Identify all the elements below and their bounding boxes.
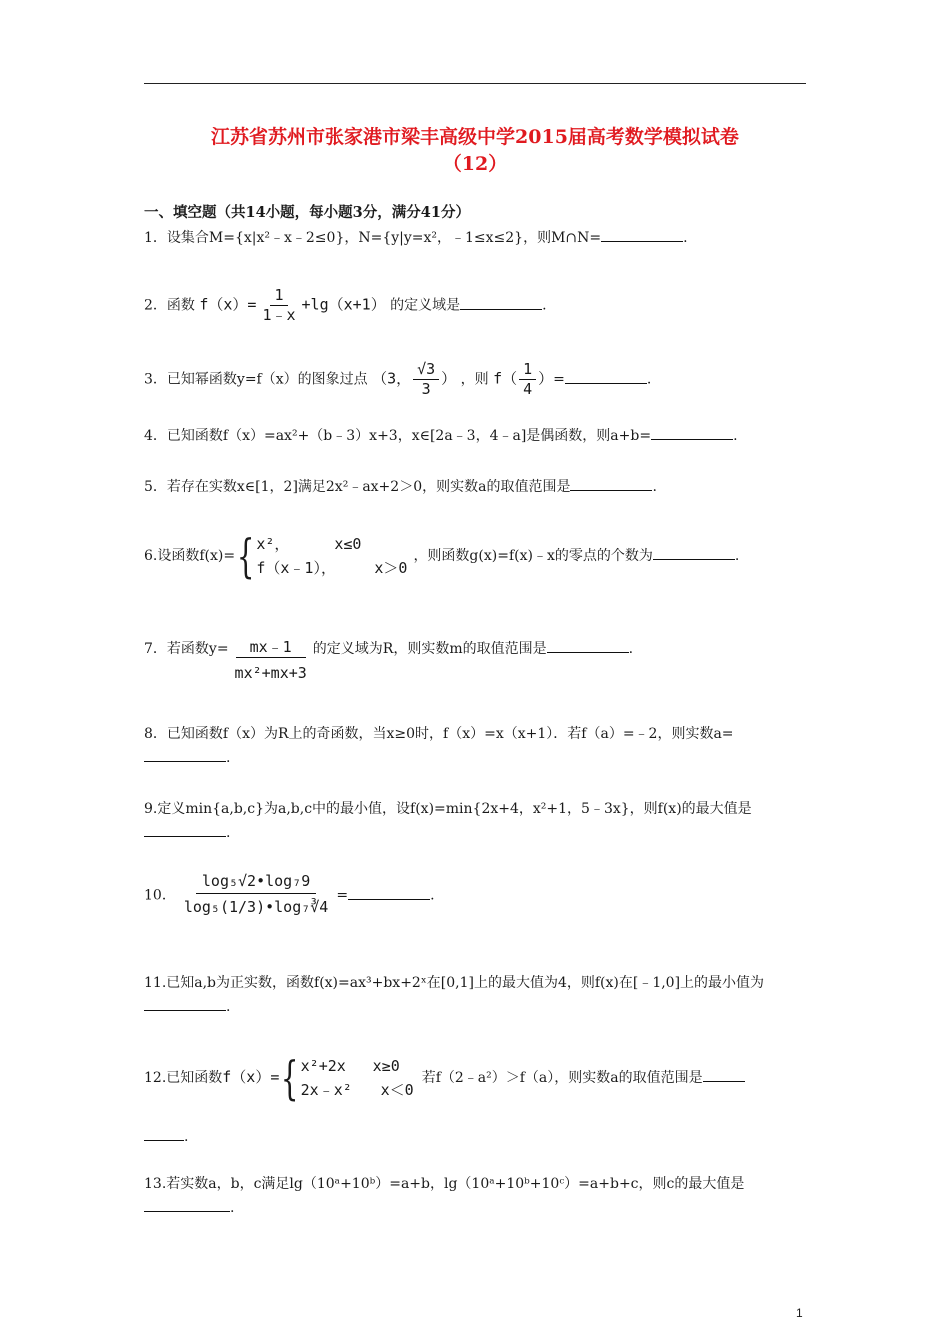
period: . bbox=[230, 1200, 235, 1216]
answer-blank bbox=[218, 1197, 230, 1212]
answer-blank bbox=[570, 476, 652, 491]
question-1-text: 1．设集合M={x|x²﹣x﹣2≤0}，N={y|y=x²，﹣1≤x≤2}，则M∩N= bbox=[144, 230, 602, 246]
question-12-continuation bbox=[144, 1126, 188, 1147]
brace-icon: { bbox=[281, 1051, 299, 1105]
question-9 bbox=[144, 797, 808, 845]
answer-blank bbox=[144, 1126, 184, 1141]
case-condition: x＜0 bbox=[380, 1081, 414, 1099]
case-expression: x²， bbox=[256, 535, 290, 553]
question-4 bbox=[144, 425, 738, 446]
paren-close: ） bbox=[538, 369, 554, 388]
question-5-text: 5．若存在实数x∈[1，2]满足2x²﹣ax+2＞0，则实数a的取值范围是 bbox=[144, 479, 571, 495]
answer-blank bbox=[653, 545, 735, 560]
fraction bbox=[178, 870, 335, 921]
period: . bbox=[226, 750, 231, 766]
question-11-text: 11.已知a,b为正实数，函数f(x)=ax³+bx+2ˣ在[0,1]上的最大值为4，则f(x)在[﹣1,0]上的最小值为 bbox=[144, 975, 765, 991]
question-7-prefix: 7．若函数y= bbox=[144, 641, 229, 657]
fraction-numerator: mx﹣1 bbox=[236, 638, 306, 658]
question-2-prefix: 2．函数 bbox=[144, 297, 195, 314]
answer-blank bbox=[144, 996, 226, 1011]
question-3-prefix: 3．已知幂函数y=f（x）的图象过点 bbox=[144, 371, 368, 388]
question-1 bbox=[144, 227, 688, 248]
period: . bbox=[652, 479, 657, 495]
answer-blank bbox=[703, 1067, 745, 1082]
period: . bbox=[430, 887, 435, 904]
piecewise-cases bbox=[301, 1054, 414, 1102]
answer-blank bbox=[144, 822, 226, 837]
answer-blank bbox=[144, 1197, 218, 1212]
question-8 bbox=[144, 722, 808, 770]
case-expression: x²+2x bbox=[300, 1057, 346, 1075]
point-open: （3， bbox=[372, 369, 412, 388]
period: . bbox=[628, 641, 634, 657]
fraction-numerator: 1 bbox=[519, 360, 536, 380]
period: . bbox=[733, 428, 738, 444]
case-condition: x≤0 bbox=[334, 535, 362, 553]
question-10 bbox=[144, 870, 435, 921]
piecewise-cases bbox=[256, 532, 407, 580]
answer-blank bbox=[651, 425, 733, 440]
answer-blank bbox=[601, 227, 683, 242]
question-12-suffix: 若f（2﹣a²）＞f（a），则实数a的取值范围是 bbox=[421, 1070, 703, 1086]
question-7 bbox=[144, 638, 633, 683]
case-expression: 2x﹣x² bbox=[300, 1081, 352, 1099]
question-6-suffix: ，则函数g(x)=f(x)﹣x的零点的个数为 bbox=[413, 548, 653, 564]
answer-blank bbox=[547, 638, 629, 653]
case-condition: x＞0 bbox=[374, 559, 408, 577]
header-rule bbox=[144, 83, 806, 84]
equals-sign: = bbox=[553, 371, 565, 388]
fraction-denominator: 1﹣x bbox=[262, 306, 296, 324]
case-expression: f（x﹣1）， bbox=[256, 559, 336, 577]
question-12 bbox=[144, 1051, 745, 1105]
period: . bbox=[646, 371, 652, 388]
fraction-numerator: 1 bbox=[270, 286, 287, 306]
fraction-denominator: 3 bbox=[421, 380, 431, 398]
period: . bbox=[683, 230, 688, 246]
document-title-number: （12） bbox=[442, 153, 508, 175]
answer-blank bbox=[565, 369, 647, 384]
question-6-prefix: 6.设函数f(x)= bbox=[144, 548, 236, 564]
question-11 bbox=[144, 971, 808, 1019]
period: . bbox=[734, 548, 740, 564]
document-title: 江苏省苏州市张家港市梁丰高级中学2015届高考数学模拟试卷 bbox=[211, 126, 739, 148]
question-2-suffix: 的定义域是 bbox=[390, 297, 461, 314]
question-13-text: 13.若实数a，b，c满足lg（10ᵃ+10ᵇ）=a+b，lg（10ᵃ+10ᵇ+10ᶜ）=a+b+c，则c的最大值是 bbox=[144, 1176, 745, 1192]
question-13 bbox=[144, 1172, 808, 1220]
period: . bbox=[226, 999, 231, 1015]
brace-icon: { bbox=[236, 529, 255, 583]
question-10-prefix: 10． bbox=[144, 887, 176, 904]
function-label: f（x）= bbox=[199, 295, 257, 314]
log-term: +lg（x+1） bbox=[301, 295, 386, 314]
answer-blank bbox=[460, 295, 542, 310]
fraction bbox=[231, 638, 311, 683]
fraction-denominator: log₅(1/3)•log₇∛4 bbox=[183, 898, 329, 916]
period: . bbox=[542, 297, 547, 314]
function-label: f（x）= bbox=[222, 1068, 280, 1086]
equals-sign: = bbox=[336, 887, 349, 904]
question-2 bbox=[144, 286, 547, 325]
answer-blank bbox=[348, 885, 430, 900]
case-condition: x≥0 bbox=[372, 1057, 400, 1075]
section-heading: 一、填空题（共14小题，每小题3分，满分41分） bbox=[144, 204, 470, 221]
fraction bbox=[519, 360, 536, 399]
question-5 bbox=[144, 476, 657, 497]
question-7-suffix: 的定义域为R，则实数m的取值范围是 bbox=[312, 641, 547, 657]
period: . bbox=[184, 1129, 189, 1145]
question-6 bbox=[144, 529, 740, 583]
question-4-text: 4．已知函数f（x）=ax²+（b﹣3）x+3，x∈[2a﹣3，4﹣a]是偶函数，则a+b= bbox=[144, 428, 652, 444]
answer-blank bbox=[144, 747, 226, 762]
question-12-prefix: 12.已知函数 bbox=[144, 1070, 223, 1086]
fraction bbox=[258, 286, 299, 325]
period: . bbox=[226, 825, 231, 841]
point-close: ） bbox=[441, 369, 457, 388]
question-3-mid: ，则 bbox=[460, 371, 489, 388]
question-9-text: 9.定义min{a,b,c}为a,b,c中的最小值，设f(x)=min{2x+4，x²+1，5﹣3x}，则f(x)的最大值是 bbox=[144, 801, 752, 817]
page-number: 1 bbox=[796, 1306, 803, 1320]
question-3 bbox=[144, 360, 651, 399]
fraction-denominator: 4 bbox=[523, 380, 533, 398]
function-label: f（ bbox=[493, 369, 518, 388]
fraction-numerator: log₅√2•log₇9 bbox=[196, 870, 316, 894]
question-8-text: 8．已知函数f（x）为R上的奇函数，当x≥0时，f（x）=x（x+1）．若f（a）=﹣2，则实数a= bbox=[144, 726, 734, 742]
fraction bbox=[413, 360, 439, 399]
fraction-denominator: mx²+mx+3 bbox=[234, 664, 307, 682]
fraction-numerator: √3 bbox=[413, 360, 439, 380]
